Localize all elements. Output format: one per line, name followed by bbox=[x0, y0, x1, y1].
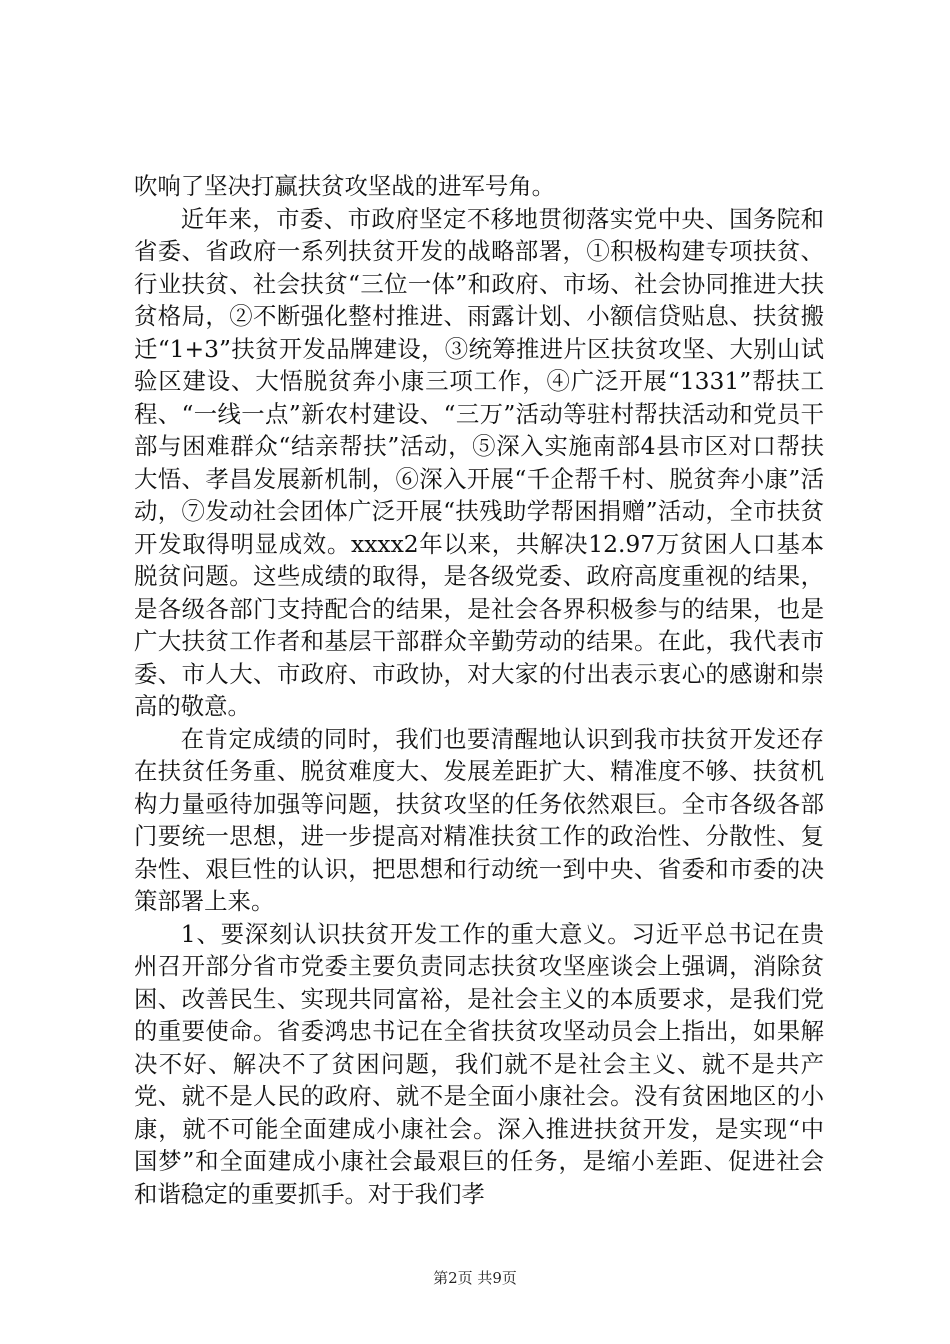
paragraph-continuation: 吹响了坚决打赢扶贫攻坚战的进军号角。 bbox=[134, 172, 556, 200]
document-body bbox=[134, 170, 824, 1210]
paragraph-achievements: 近年来，市委、市政府坚定不移地贯彻落实党中央、国务院和省委、省政府一系列扶贫开发的战略部署，①积极构建专项扶贫、行业扶贫、社会扶贫“三位一体”和政府、市场、社会协同推进大扶贫格局，②不断强化整村推进、雨露计划、小额信贷贴息、扶贫搬迁“1+3”扶贫开发品牌建设，③统筹推进片区扶贫攻坚、大别山试验区建设、大悟脱贫奔小康三项工作，④广泛开展“1331”帮扶工程、“一线一点”新农村建设、“三万”活动等驻村帮扶活动和党员干部与困难群众“结亲帮扶”活动，⑤深入实施南部4县市区对口帮扶大悟、孝昌发展新机制，⑥深入开展“千企帮千村、脱贫奔小康”活动，⑦发动社会团体广泛开展“扶残助学帮困捐赠”活动，全市扶贫开发取得明显成效。xxxx2年以来，共解决12.97万贫困人口基本脱贫问题。这些成绩的取得，是各级党委、政府高度重视的结果，是各级各部门支持配合的结果，是社会各界积极参与的结果，也是广大扶贫工作者和基层干部群众辛勤劳动的结果。在此，我代表市委、市人大、市政府、市政协，对大家的付出表示衷心的感谢和崇高的敬意。 bbox=[134, 204, 824, 720]
paragraph-point-one: 1、要深刻认识扶贫开发工作的重大意义。习近平总书记在贵州召开部分省市党委主要负责同志扶贫攻坚座谈会上强调，消除贫困、改善民生、实现共同富裕，是社会主义的本质要求，是我们党的重要使命。省委鸿忠书记在全省扶贫攻坚动员会上指出，如果解决不好、解决不了贫困问题，我们就不是社会主义、就不是共产党、就不是人民的政府、就不是全面小康社会。没有贫困地区的小康，就不可能全面建成小康社会。深入推进扶贫开发，是实现“中国梦”和全面建成小康社会最艰巨的任务，是缩小差距、促进社会和谐稳定的重要抓手。对于我们孝 bbox=[134, 919, 824, 1208]
page-number-footer: 第2页 共9页 bbox=[433, 1269, 517, 1287]
paragraph-challenges: 在肯定成绩的同时，我们也要清醒地认识到我市扶贫开发还存在扶贫任务重、脱贫难度大、发展差距扩大、精准度不够、扶贫机构力量亟待加强等问题，扶贫攻坚的任务依然艰巨。全市各级各部门要统一思想，进一步提高对精准扶贫工作的政治性、分散性、复杂性、艰巨性的认识，把思想和行动统一到中央、省委和市委的决策部署上来。 bbox=[134, 724, 824, 915]
